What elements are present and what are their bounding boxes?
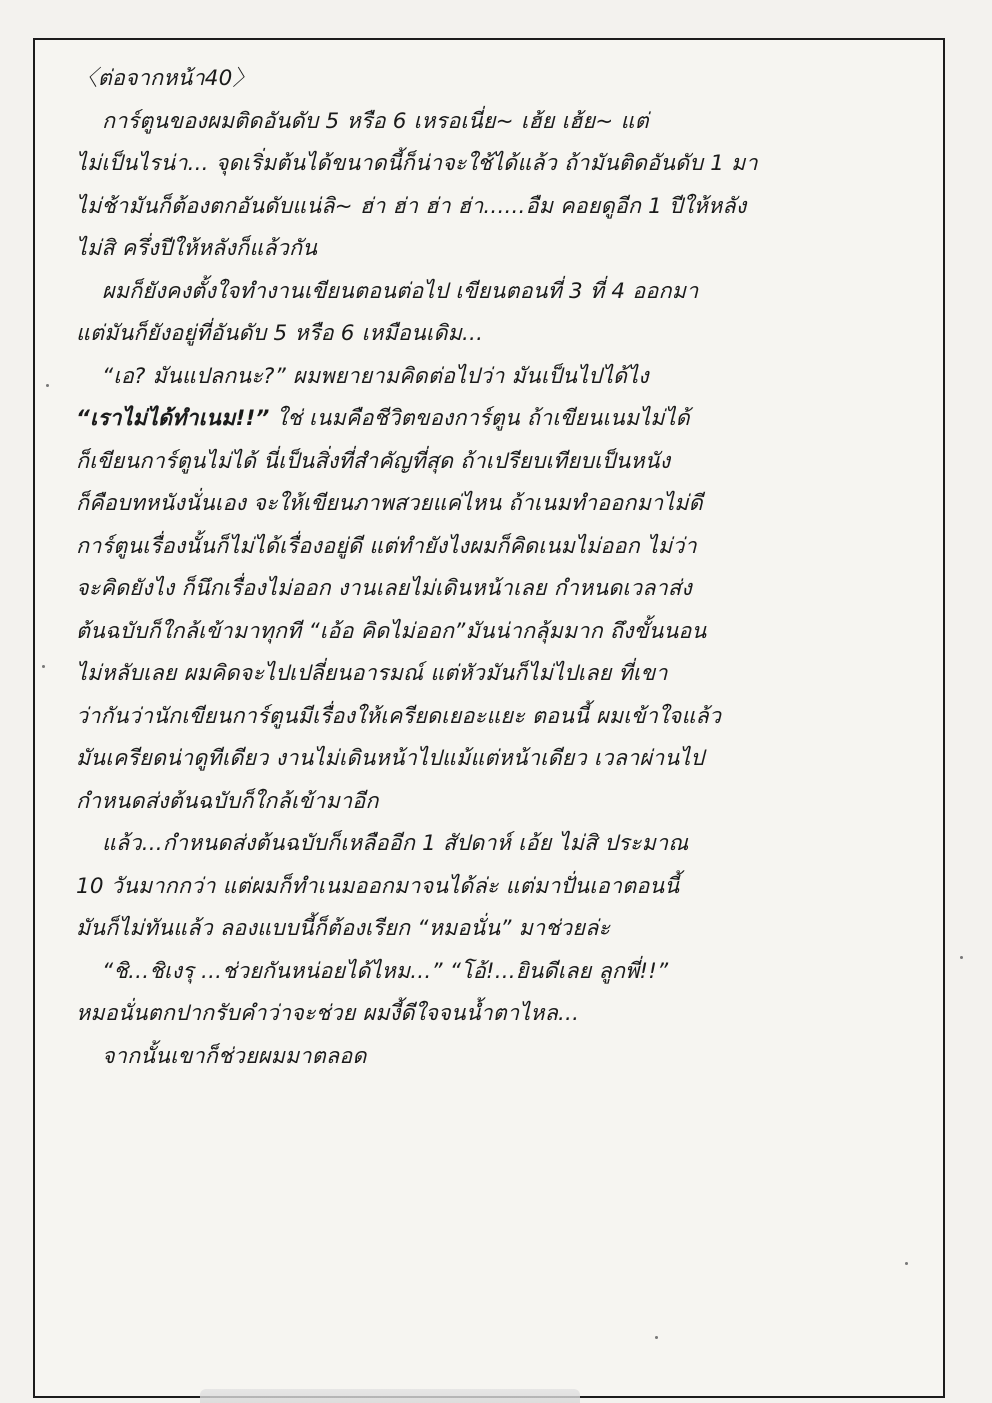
text-line: หมอนั่นตกปากรับคำว่าจะช่วย ผมงี้ดีใจจนน้ำตาไหล... (76, 1001, 580, 1026)
text-line: ไม่เป็นไรน่า... จุดเริ่มต้นได้ขนาดนี้ก็น่าจะใช้ได้แล้ว ถ้ามันติดอันดับ 1 มา (76, 151, 758, 176)
text-line: ว่ากันว่านักเขียนการ์ตูนมีเรื่องให้เครียดเยอะแยะ ตอนนี้ ผมเข้าใจแล้ว (76, 703, 722, 729)
text-line-rest: ใช่ เนมคือชีวิตของการ์ตูน ถ้าเขียนเนมไม่ได้ (269, 406, 690, 431)
text-line: “ชิ...ชิเงรุ ...ช่วยกันหน่อยได้ไหม...” “โอ้!...ยินดีเลย ลูกพี่!!” (102, 958, 669, 984)
text-line: 10 วันมากกว่า แต่ผมก็ทำเนมออกมาจนได้ล่ะ แต่มาปั่นเอาตอนนี้ (76, 873, 680, 899)
text-line: จากนั้นเขาก็ช่วยผมมาตลอด (102, 1043, 367, 1069)
scan-speck (960, 956, 963, 959)
scan-speck (42, 665, 45, 668)
text-line: ก็คือบทหนังนั่นเอง จะให้เขียนภาพสวยแค่ไหน ถ้าเนมทำออกมาไม่ดี (76, 491, 703, 516)
text-line: ไม่สิ ครึ่งปีให้หลังก็แล้วกัน (76, 236, 318, 261)
scan-speck (46, 384, 49, 387)
emphasis-phrase: “เราไม่ได้ทำเนม!!” (76, 406, 270, 431)
text-line: ต้นฉบับก็ใกล้เข้ามาทุกที “เอ้อ คิดไม่ออก”มันน่ากลุ้มมาก ถึงขั้นนอน (76, 618, 707, 644)
text-line: การ์ตูนของผมติดอันดับ 5 หรือ 6 เหรอเนี่ย~ เฮ้ย เฮ้ย~ แต่ (102, 108, 649, 134)
text-line: จะคิดยังไง ก็นึกเรื่องไม่ออก งานเลยไม่เดินหน้าเลย กำหนดเวลาส่ง (76, 576, 692, 601)
scan-speck (905, 1262, 908, 1265)
scan-speck (655, 1336, 658, 1339)
continuation-note: 〈ต่อจากหน้า40〉 (76, 66, 255, 91)
article-body (76, 58, 926, 1078)
text-line: ผมก็ยังคงตั้งใจทำงานเขียนตอนต่อไป เขียนตอนที่ 3 ที่ 4 ออกมา (102, 278, 699, 304)
text-line: แล้ว...กำหนดส่งต้นฉบับก็เหลืออีก 1 สัปดาห์ เอ้ย ไม่สิ ประมาณ (102, 831, 689, 856)
text-line: “เอ? มันแปลกนะ?” ผมพยายามคิดต่อไปว่า มันเป็นไปได้ไง (102, 363, 649, 389)
text-line-with-emphasis (76, 398, 926, 441)
text-line: ก็เขียนการ์ตูนไม่ได้ นี่เป็นสิ่งที่สำคัญที่สุด ถ้าเปรียบเทียบเป็นหนัง (76, 448, 671, 474)
text-line: การ์ตูนเรื่องนั้นก็ไม่ได้เรื่องอยู่ดี แต่ทำยังไงผมก็คิดเนมไม่ออก ไม่ว่า (76, 533, 697, 559)
faded-watermark (200, 1389, 580, 1403)
text-line: มันเครียดน่าดูทีเดียว งานไม่เดินหน้าไปแม้แต่หน้าเดียว เวลาผ่านไป (76, 746, 705, 771)
text-line: แต่มันก็ยังอยู่ที่อันดับ 5 หรือ 6 เหมือนเดิม... (76, 321, 484, 346)
text-line: ไม่ช้ามันก็ต้องตกอันดับแน่ลิ~ ฮ่า ฮ่า ฮ่า ฮ่า......อืม คอยดูอีก 1 ปีให้หลัง (76, 193, 747, 219)
text-line: มันก็ไม่ทันแล้ว ลองแบบนี้ก็ต้องเรียก “หมอนั่น” มาช่วยล่ะ (76, 916, 611, 941)
text-line: กำหนดส่งต้นฉบับก็ใกล้เข้ามาอีก (76, 788, 379, 814)
text-line: ไม่หลับเลย ผมคิดจะไปเปลี่ยนอารมณ์ แต่หัวมันก็ไม่ไปเลย ที่เขา (76, 661, 668, 686)
